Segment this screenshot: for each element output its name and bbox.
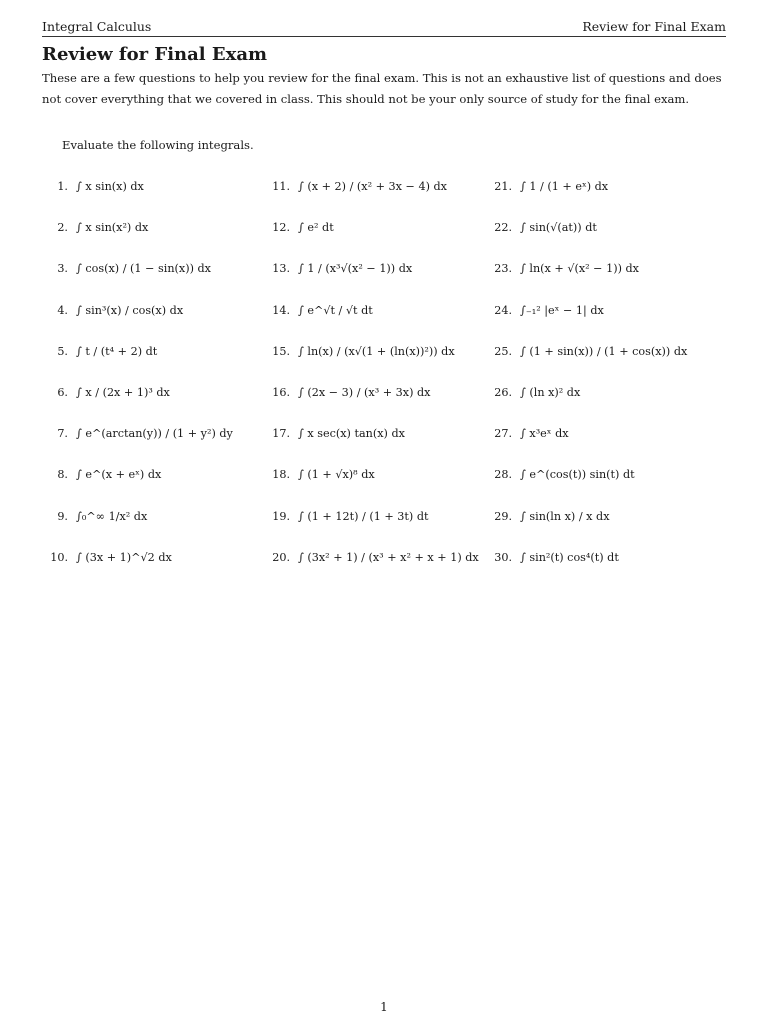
problem-expression: ∫ (x + 2) / (x² + 3x − 4) dx: [298, 180, 447, 194]
problem-number: 27.: [494, 427, 512, 441]
problem-item: [42, 372, 264, 413]
header-course-title: Integral Calculus: [42, 19, 152, 34]
problem-number: 15.: [272, 344, 290, 358]
problem-item: [264, 454, 486, 495]
page-number: 1: [380, 1000, 388, 1014]
problem-grid: [42, 166, 732, 578]
problem-expression: ∫ t / (t⁴ + 2) dt: [76, 344, 158, 358]
problem-number: 17.: [272, 427, 290, 441]
problem-item: [42, 413, 264, 454]
problem-item: [42, 166, 264, 207]
problem-column-3: [486, 166, 726, 578]
problem-item: [42, 290, 264, 331]
problem-number: 10.: [50, 550, 68, 564]
problem-expression: ∫ sin(√(at)) dt: [520, 221, 597, 235]
problem-number: 3.: [57, 262, 68, 276]
problem-item: [486, 166, 726, 207]
problem-expression: ∫ (1 + sin(x)) / (1 + cos(x)) dx: [520, 344, 688, 358]
problem-item: [42, 537, 264, 578]
problem-item: [42, 248, 264, 289]
problem-number: 22.: [494, 221, 512, 235]
problem-expression: ∫ (1 + √x)⁸ dx: [298, 468, 375, 482]
problem-number: 4.: [57, 303, 68, 317]
problem-item: [42, 454, 264, 495]
intro-paragraph: These are a few questions to help you review for the final exam. This is not an exhaustive list of questions and does not cover everything that we covered in class. This should not be your only source of study for the final exam.: [42, 71, 722, 106]
problem-expression: ∫ ln(x + √(x² − 1)) dx: [520, 262, 639, 276]
problem-number: 6.: [57, 386, 68, 400]
problem-item: [486, 537, 726, 578]
problem-number: 24.: [494, 303, 512, 317]
problem-number: 1.: [57, 180, 68, 194]
problem-number: 30.: [494, 550, 512, 564]
problem-expression: ∫ sin²(t) cos⁴(t) dt: [520, 550, 619, 564]
problem-expression: ∫ x³eˣ dx: [520, 427, 569, 441]
problem-number: 2.: [57, 221, 68, 235]
problem-item: [486, 331, 726, 372]
problem-number: 13.: [272, 262, 290, 276]
problem-column-2: [264, 166, 486, 578]
instruction-text: Evaluate the following integrals.: [62, 138, 254, 152]
problem-item: [264, 290, 486, 331]
problem-expression: ∫ sin³(x) / cos(x) dx: [76, 303, 184, 317]
problem-number: 9.: [57, 509, 68, 523]
problem-item: [486, 372, 726, 413]
problem-item: [486, 207, 726, 248]
problem-number: 26.: [494, 386, 512, 400]
problem-number: 7.: [57, 427, 68, 441]
problem-number: 5.: [57, 344, 68, 358]
problem-expression: ∫ ln(x) / (x√(1 + (ln(x))²)) dx: [298, 344, 455, 358]
problem-item: [486, 413, 726, 454]
problem-number: 20.: [272, 550, 290, 564]
problem-expression: ∫ cos(x) / (1 − sin(x)) dx: [76, 262, 211, 276]
problem-item: [264, 248, 486, 289]
header-document-title: Review for Final Exam: [582, 19, 726, 34]
problem-number: 28.: [494, 468, 512, 482]
problem-expression: ∫ x / (2x + 1)³ dx: [76, 386, 170, 400]
problem-column-1: [42, 166, 264, 578]
problem-expression: ∫ e^√t / √t dt: [298, 303, 373, 317]
problem-expression: ∫₋₁² |eˣ − 1| dx: [520, 303, 604, 317]
problem-expression: ∫ (2x − 3) / (x³ + 3x) dx: [298, 386, 431, 400]
page-title: Review for Final Exam: [42, 44, 268, 65]
problem-item: [264, 537, 486, 578]
problem-expression: ∫ e² dt: [298, 221, 334, 235]
problem-expression: ∫ e^(x + eˣ) dx: [76, 468, 162, 482]
problem-item: [264, 207, 486, 248]
problem-number: 18.: [272, 468, 290, 482]
problem-item: [42, 331, 264, 372]
problem-number: 8.: [57, 468, 68, 482]
problem-item: [486, 496, 726, 537]
problem-item: [486, 248, 726, 289]
problem-expression: ∫ x sin(x) dx: [76, 180, 144, 194]
problem-expression: ∫ x sec(x) tan(x) dx: [298, 427, 405, 441]
problem-expression: ∫ (3x² + 1) / (x³ + x² + x + 1) dx: [298, 550, 479, 564]
problem-expression: ∫ (ln x)² dx: [520, 386, 581, 400]
problem-item: [264, 413, 486, 454]
problem-expression: ∫ e^(cos(t)) sin(t) dt: [520, 468, 635, 482]
problem-item: [486, 290, 726, 331]
problem-expression: ∫ 1 / (1 + eˣ) dx: [520, 180, 609, 194]
problem-expression: ∫ sin(ln x) / x dx: [520, 509, 610, 523]
problem-item: [264, 331, 486, 372]
problem-number: 11.: [272, 180, 290, 194]
problem-expression: ∫ (1 + 12t) / (1 + 3t) dt: [298, 509, 429, 523]
problem-expression: ∫ (3x + 1)^√2 dx: [76, 550, 172, 564]
problem-number: 25.: [494, 344, 512, 358]
problem-number: 29.: [494, 509, 512, 523]
problem-number: 14.: [272, 303, 290, 317]
problem-number: 16.: [272, 386, 290, 400]
problem-item: [264, 372, 486, 413]
problem-item: [42, 207, 264, 248]
problem-number: 12.: [272, 221, 290, 235]
problem-expression: ∫ e^(arctan(y)) / (1 + y²) dy: [76, 427, 233, 441]
problem-expression: ∫ 1 / (x³√(x² − 1)) dx: [298, 262, 413, 276]
problem-number: 23.: [494, 262, 512, 276]
problem-expression: ∫₀^∞ 1/x² dx: [76, 509, 148, 523]
problem-item: [486, 454, 726, 495]
problem-item: [264, 166, 486, 207]
running-header: [42, 14, 726, 37]
problem-item: [42, 496, 264, 537]
problem-number: 19.: [272, 509, 290, 523]
problem-expression: ∫ x sin(x²) dx: [76, 221, 149, 235]
problem-number: 21.: [494, 180, 512, 194]
problem-item: [264, 496, 486, 537]
